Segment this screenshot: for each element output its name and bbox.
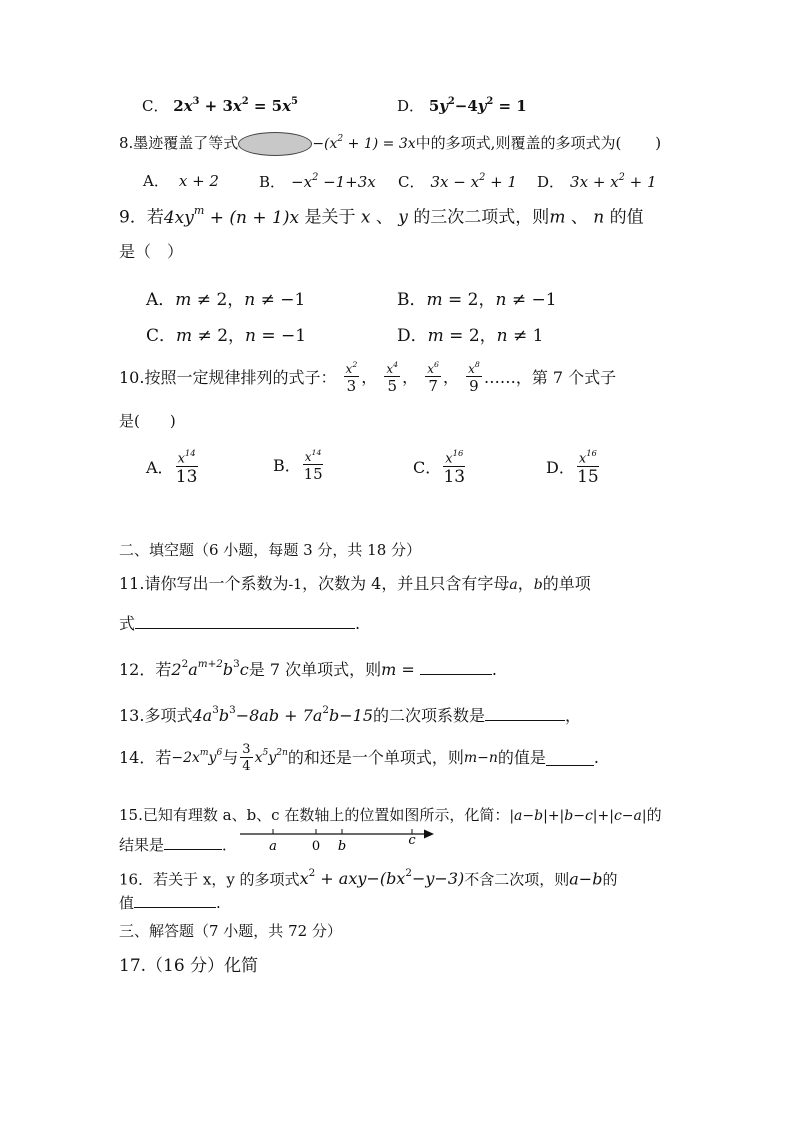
fraction-3-4: $\frac{3}{4}$: [242, 742, 251, 774]
option-label: A．: [146, 458, 174, 478]
q15-end: ．: [222, 836, 238, 854]
option-label: C．: [146, 326, 177, 346]
q10-prefix: 10.按照一定规律排列的式子：: [119, 368, 337, 387]
q8-suffix: ): [655, 134, 662, 152]
answer-blank[interactable]: [164, 835, 222, 850]
question-9: 9．若$4xy^m + (n + 1)x$ 是关于 x 、 y 的三次二项式，则m 、 n 的值: [119, 204, 644, 228]
option-label: D．: [546, 458, 575, 478]
answer-blank[interactable]: [134, 893, 216, 908]
q15-text2: 的: [646, 806, 662, 824]
q9-expression: $4xy^m + (n + 1)x$: [163, 204, 300, 228]
q10-option-b: B． $\frac{x^{14}}{15}$: [273, 447, 323, 483]
q10-option-c: C． $\frac{x^{16}}{13}$: [413, 447, 466, 488]
q16-text2: 不含二次项，则: [464, 870, 570, 889]
option-label: D．: [397, 97, 425, 115]
q9-text3: 的值: [609, 207, 644, 228]
q8-option-b: B． $-x^2 -1+3x$: [259, 171, 376, 191]
q9-option-d: D．m = 2，n ≠ 1: [397, 326, 544, 346]
option-label: C．: [142, 97, 169, 115]
axis-label-c: c: [408, 833, 416, 848]
q8-middle: 中的多项式,则覆盖的多项式为(: [415, 134, 622, 152]
option-label: B．: [273, 456, 301, 475]
ink-blot-ellipse: [238, 132, 312, 156]
q11-line2: [119, 614, 360, 632]
option-label: B．: [397, 290, 427, 310]
option-label: D．: [537, 173, 565, 191]
question-8: [119, 132, 661, 156]
section-3-title: 三、解答题（7 小题，共 72 分）: [119, 922, 342, 940]
q9-option-a: A．m ≠ 2，n ≠ −1: [146, 290, 306, 310]
q8-prefix: 8.墨迹覆盖了等式: [119, 134, 239, 152]
q8-option-c: C． $3x - x^2 + 1$: [398, 171, 517, 191]
fraction-1: $\frac{x^2}{3}$: [345, 359, 358, 395]
q9-sep: 、: [375, 207, 393, 228]
q16-line2-text: 值: [119, 894, 135, 912]
q15-expression: |a−b|+|b−c|+|c−a|: [509, 808, 647, 824]
q11-line2-text: 式: [119, 614, 136, 633]
q14-text3: 的值是: [497, 748, 546, 767]
q9-option-c: C．m ≠ 2，n = −1: [146, 326, 307, 346]
q7-option-c-math: $2x^3 + 3x^2 = 5x^5$: [173, 95, 298, 115]
question-11: [119, 576, 591, 592]
q9-option-b: B．m = 2，n ≠ −1: [397, 290, 557, 310]
question-12: 12．若$2^2a^{m+2}b^3c$是 7 次单项式，则m = .: [119, 658, 497, 679]
q14-text1: 与: [222, 748, 239, 767]
axis-label-a: a: [269, 839, 277, 854]
question-17: 17.（16 分）化简: [119, 956, 259, 976]
axis-label-b: b: [337, 839, 347, 854]
q8-option-a: A． x + 2: [143, 172, 219, 190]
q15-line2: [119, 835, 237, 853]
q11-text2: ，次数为 4，并且只含有字母: [302, 574, 510, 593]
number-line: [240, 826, 440, 858]
question-15: [119, 808, 662, 823]
question-10: 10.按照一定规律排列的式子： $\frac{x^2}{3}$ ， $\frac{x^4}{5}$ ， $\frac{x^6}{7}$ ， $\frac{x^8}{9}$ ……，第 7 个式子: [119, 359, 617, 395]
answer-blank[interactable]: [485, 706, 565, 721]
q11-letter-b: b: [533, 577, 543, 593]
q16-line2: [119, 893, 221, 911]
q8-equation: $-(x^2 + 1) = 3x$: [312, 133, 416, 152]
axis-label-0: 0: [311, 839, 321, 854]
question-16: 16．若关于 x，y 的多项式$x^2 + axy-(bx^2-y-3)$不含二次项，则a−b的: [119, 867, 618, 889]
q9-text1: 是关于: [304, 207, 356, 228]
q9-sep2: 、: [570, 207, 588, 228]
q12-end: .: [491, 660, 497, 679]
option-label: A．: [146, 290, 176, 310]
q7-option-c: [142, 95, 298, 115]
fraction-4: $\frac{x^8}{9}$: [468, 359, 480, 395]
option-label: C．: [398, 173, 425, 191]
q13-text1: 的二次项系数是: [373, 706, 486, 725]
question-13: 13.多项式$4a^3b^3-8ab + 7a^2b-15$的二次项系数是 ，: [119, 704, 582, 725]
number-line-arrow: [424, 830, 434, 839]
q7-option-d-math: $5y^2-4y^2 = 1$: [428, 95, 527, 115]
option-label: B．: [259, 173, 286, 191]
answer-blank[interactable]: [420, 660, 492, 675]
q13-prefix: 13.多项式: [119, 706, 193, 725]
q9-text2: 的三次二项式，则: [413, 207, 550, 228]
q10-line2: 是( ): [119, 412, 176, 430]
q12-text1: 是 7 次单项式，则: [248, 660, 382, 679]
q16-text3: 的: [602, 870, 618, 889]
q11-end: .: [355, 614, 361, 633]
section-2-title: 二、填空题（6 小题，每题 3 分，共 18 分）: [119, 541, 422, 559]
q15-text1: 15.已知有理数 a、b、c 在数轴上的位置如图所示，化简：: [119, 806, 510, 824]
q14-text2: 的和还是一个单项式，则: [287, 748, 464, 767]
q11-text1: 11.请你写出一个系数为: [119, 574, 289, 593]
q13-end: ，: [565, 706, 582, 725]
q9-prefix: 9．若: [119, 207, 164, 228]
option-label: A．: [143, 172, 169, 190]
q11-coef: -1: [288, 577, 303, 593]
fraction-3: $\frac{x^6}{7}$: [427, 359, 439, 395]
q9-line2: 是（ ）: [119, 242, 184, 261]
q16-end: .: [216, 894, 221, 912]
q8-option-d: D． $3x + x^2 + 1$: [537, 171, 657, 191]
q11-letter-a: a: [509, 577, 518, 593]
q10-option-d: D． $\frac{x^{16}}{15}$: [546, 447, 599, 488]
answer-blank[interactable]: [546, 751, 594, 766]
option-label: C．: [413, 458, 442, 478]
fraction-2: $\frac{x^4}{5}$: [386, 359, 399, 395]
q11-sep: ，: [517, 574, 534, 593]
option-label: D．: [397, 326, 428, 346]
q11-text3: 的单项: [542, 574, 591, 593]
question-14: 14．若$-2x^my^6$与 $\frac{3}{4}$ $x^5y^{2n}$的和还是一个单项式，则m−n的值是 .: [119, 742, 600, 774]
q14-prefix: 14．若: [119, 748, 172, 767]
answer-blank[interactable]: [135, 614, 355, 629]
q7-option-d: [397, 95, 527, 115]
q10-suffix: ，第 7 个式子: [515, 368, 617, 387]
q14-end: .: [593, 748, 600, 767]
q16-text1: 16．若关于 x，y 的多项式: [119, 870, 300, 889]
q10-option-a: A． $\frac{x^{14}}{13}$: [146, 447, 198, 488]
q12-prefix: 12．若: [119, 660, 172, 679]
q15-line2-text: 结果是: [119, 836, 165, 854]
